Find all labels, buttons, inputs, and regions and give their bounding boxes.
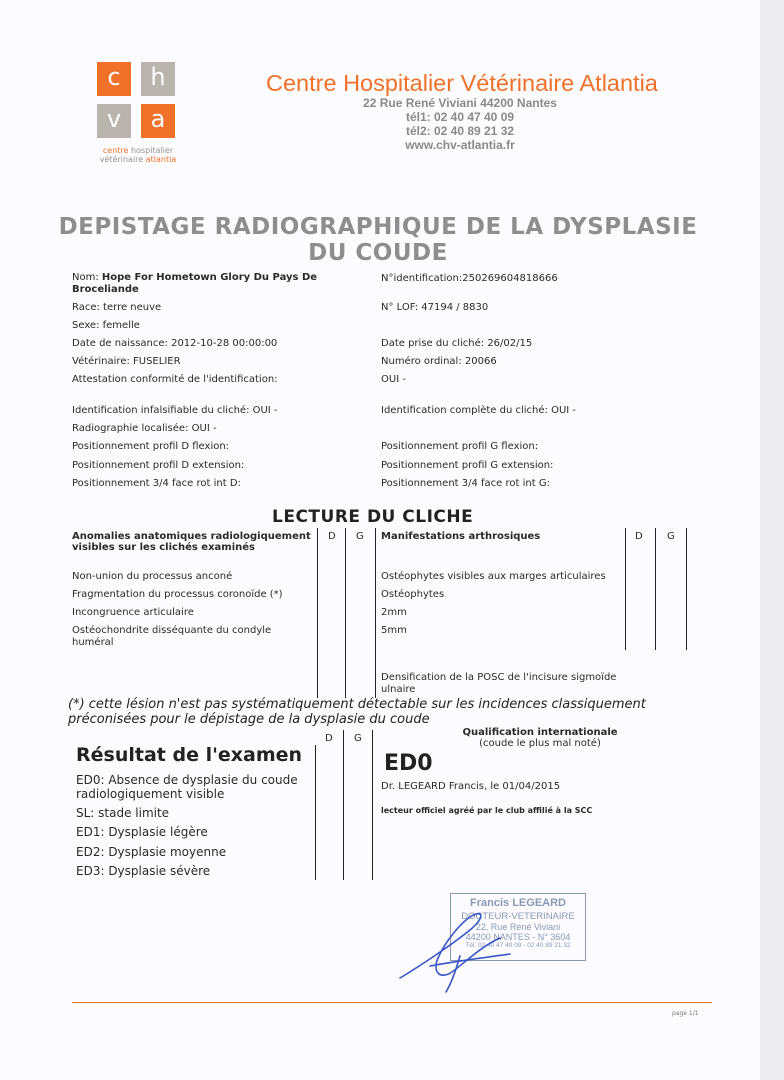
footnote-line-2: préconisées pour le dépistage de la dysplasie du coude — [68, 712, 430, 727]
stamp-phone: Tél. 02 40 47 40 09 - 02 40 89 21 32 — [465, 942, 571, 949]
birthdate-field: Date de naissance: 2012-10-28 00:00:00 — [72, 338, 278, 349]
arthrosis-item: Ostéophytes — [381, 589, 445, 600]
column-divider — [345, 528, 346, 698]
qualification-block — [420, 727, 660, 750]
position-d-flexion: Positionnement profil D flexion: — [72, 441, 230, 452]
position-d-34: Positionnement 3/4 face rot int D: — [72, 478, 241, 489]
column-divider — [375, 528, 376, 698]
qualification-subtitle: (coude le plus mal noté) — [479, 738, 601, 749]
identification-number: N°identification:250269604818666 — [381, 273, 558, 284]
attestation-value: OUI - — [381, 374, 406, 385]
stamp-street: 22, Rue René Viviani — [475, 922, 561, 932]
position-g-extension: Positionnement profil G extension: — [381, 460, 554, 471]
document-title — [50, 214, 706, 266]
page-number: page 1/1 — [672, 1010, 699, 1017]
unfalsifiable-id-field: Identification infalsifiable du cliché: OUI - — [72, 405, 278, 416]
race-field: Race: terre neuve — [72, 302, 162, 313]
complete-id-field: Identification complète du cliché: OUI - — [381, 405, 577, 416]
footer-divider — [72, 1002, 712, 1003]
logo-caption-word: atlantia — [145, 155, 177, 164]
arthrosis-item: Densification de la POSC de l'incisure sigmoïde ulnaire — [381, 672, 617, 695]
attestation-field: Attestation conformité de l'identification: — [72, 374, 278, 385]
result-col-g: G — [354, 733, 362, 744]
anomaly-item: Incongruence articulaire — [72, 607, 194, 618]
result-title: Résultat de l'examen — [76, 744, 303, 766]
anomaly-item: Non-union du processus anconé — [72, 571, 233, 582]
clinic-website: www.chv-atlantia.fr — [405, 138, 515, 152]
logo-letter-v: v — [97, 104, 131, 138]
clinic-name: Centre Hospitalier Vétérinaire Atlantia — [266, 70, 658, 96]
dog-name-value: Hope For Hometown Glory Du Pays De Broceliande — [72, 272, 318, 295]
column-divider — [343, 730, 344, 880]
column-divider — [686, 528, 687, 650]
logo-letter-a: a — [141, 104, 175, 138]
arthrosis-col-d: D — [635, 531, 643, 542]
logo-letter-c: c — [97, 62, 131, 96]
reader-signature-line: Dr. LEGEARD Francis, le 01/04/2015 — [381, 781, 561, 792]
anomalies-col-g: G — [356, 531, 364, 542]
result-item-sl: SL: stade limite — [76, 806, 170, 820]
clinic-phone-2: tél2: 02 40 89 21 32 — [405, 124, 515, 138]
footnote-line-1: (*) cette lésion n'est pas systématiquement détectable sur les incidences classiquement — [68, 697, 646, 712]
anomaly-item: Ostéochondrite disséquante du condyle huméral — [72, 625, 272, 648]
anomaly-item: Fragmentation du processus coronoïde (*) — [72, 589, 283, 600]
result-item-ed1: ED1: Dysplasie légère — [76, 825, 208, 839]
column-divider — [655, 528, 656, 650]
title-line-1: DEPISTAGE RADIOGRAPHIQUE DE LA DYSPLASIE — [58, 214, 698, 240]
xray-date: Date prise du cliché: 26/02/15 — [381, 338, 533, 349]
qualification-title: Qualification internationale — [462, 727, 618, 738]
stamp-title: DOCTEUR-VETERINAIRE — [461, 911, 575, 922]
arthrosis-item: 2mm — [381, 607, 407, 618]
localized-radio-field: Radiographie localisée: OUI - — [72, 423, 217, 434]
clinic-address-block — [340, 96, 580, 152]
result-item-ed3: ED3: Dysplasie sévère — [76, 864, 211, 878]
column-divider — [372, 730, 373, 880]
title-line-2: DU COUDE — [308, 240, 448, 266]
ordinal-number: Numéro ordinal: 20066 — [381, 356, 497, 367]
position-g-flexion: Positionnement profil G flexion: — [381, 441, 539, 452]
clinic-address: 22 Rue René Viviani 44200 Nantes — [363, 96, 557, 110]
result-item-ed0: ED0: Absence de dysplasie du coude radiologiquement visible — [76, 773, 298, 801]
handwritten-signature — [390, 896, 540, 996]
stamp-city: 44200 NANTES - N° 3604 — [465, 932, 571, 942]
logo-caption-word: vétérinaire — [99, 155, 146, 164]
result-col-d: D — [325, 733, 333, 744]
signature-stroke — [400, 914, 510, 992]
clinic-logo — [97, 62, 179, 166]
anomalies-col-d: D — [328, 531, 336, 542]
logo-letter-h: h — [141, 62, 175, 96]
column-divider — [315, 745, 316, 880]
position-g-34: Positionnement 3/4 face rot int G: — [381, 478, 550, 489]
anomalies-header: Anomalies anatomiques radiologiquement visibles sur les clichés examinés — [72, 531, 311, 553]
logo-caption — [93, 146, 183, 164]
dog-name-label: Nom: — [72, 272, 102, 283]
arthrosis-item: 5mm — [381, 625, 407, 636]
arthrosis-col-g: G — [667, 531, 675, 542]
lof-number: N° LOF: 47194 / 8830 — [381, 302, 489, 313]
veterinarian-field: Vétérinaire: FUSELIER — [72, 356, 181, 367]
arthrosis-item: Ostéophytes visibles aux marges articulaires — [381, 571, 606, 582]
sex-field: Sexe: femelle — [72, 320, 140, 331]
lecture-title: LECTURE DU CLICHE — [272, 507, 474, 527]
stamp-name: Francis LEGEARD — [470, 897, 566, 909]
arthrosis-header: Manifestations arthrosiques — [381, 531, 541, 542]
column-divider — [317, 528, 318, 698]
result-item-ed2: ED2: Dysplasie moyenne — [76, 845, 227, 859]
official-reader-note: lecteur officiel agréé par le club affilié à la SCC — [381, 806, 593, 815]
logo-caption-word: centre — [102, 146, 131, 155]
logo-caption-word: hospitalier — [130, 146, 174, 155]
position-d-extension: Positionnement profil D extension: — [72, 460, 245, 471]
page-edge — [760, 0, 784, 1080]
clinic-phone-1: tél1: 02 40 47 40 09 — [405, 110, 515, 124]
footnote — [68, 697, 708, 727]
final-grade: ED0 — [384, 751, 433, 776]
dog-name — [72, 272, 342, 296]
column-divider — [625, 528, 626, 650]
